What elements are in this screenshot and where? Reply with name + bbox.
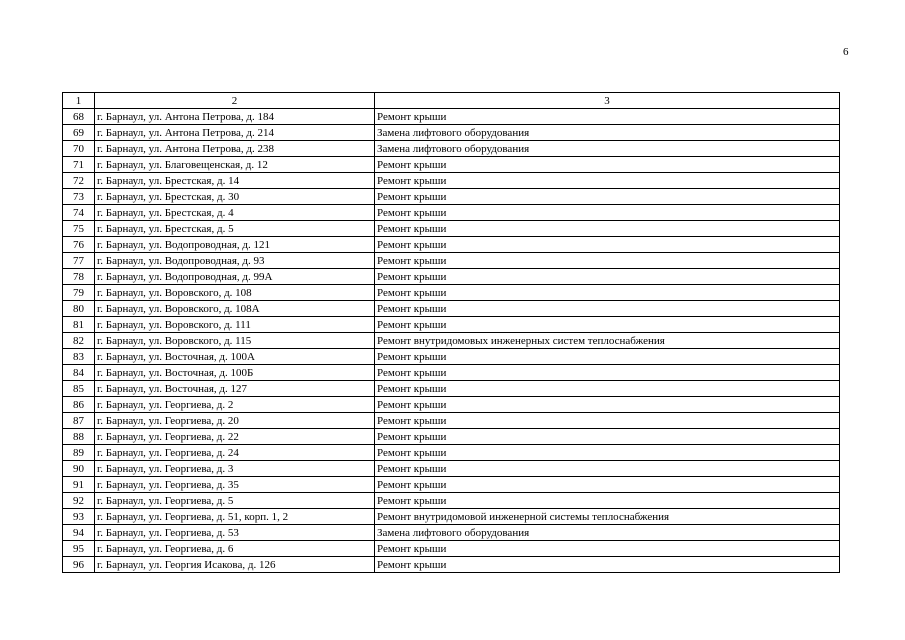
row-number: 78: [63, 269, 95, 285]
row-work: Ремонт крыши: [375, 189, 840, 205]
row-work: Замена лифтового оборудования: [375, 125, 840, 141]
row-address: г. Барнаул, ул. Воровского, д. 108: [95, 285, 375, 301]
row-work: Ремонт крыши: [375, 109, 840, 125]
row-work: Ремонт крыши: [375, 557, 840, 573]
row-number: 87: [63, 413, 95, 429]
row-address: г. Барнаул, ул. Воровского, д. 108А: [95, 301, 375, 317]
table-row: [63, 125, 840, 141]
row-work: Ремонт крыши: [375, 381, 840, 397]
row-work: Ремонт крыши: [375, 413, 840, 429]
row-work: Ремонт крыши: [375, 221, 840, 237]
row-address: г. Барнаул, ул. Благовещенская, д. 12: [95, 157, 375, 173]
row-work: Ремонт крыши: [375, 541, 840, 557]
row-number: 86: [63, 397, 95, 413]
table-row: [63, 477, 840, 493]
row-address: г. Барнаул, ул. Водопроводная, д. 121: [95, 237, 375, 253]
column-header-address: 2: [95, 93, 375, 109]
table-row: [63, 285, 840, 301]
table-row: [63, 221, 840, 237]
table-row: [63, 541, 840, 557]
row-number: 77: [63, 253, 95, 269]
row-address: г. Барнаул, ул. Восточная, д. 127: [95, 381, 375, 397]
table-body: [63, 109, 840, 573]
row-work: Ремонт крыши: [375, 349, 840, 365]
row-work: Ремонт крыши: [375, 365, 840, 381]
row-address: г. Барнаул, ул. Георгиева, д. 22: [95, 429, 375, 445]
table-row: [63, 173, 840, 189]
row-address: г. Барнаул, ул. Георгиева, д. 5: [95, 493, 375, 509]
row-address: г. Барнаул, ул. Восточная, д. 100Б: [95, 365, 375, 381]
row-number: 68: [63, 109, 95, 125]
row-address: г. Барнаул, ул. Брестская, д. 5: [95, 221, 375, 237]
row-number: 94: [63, 525, 95, 541]
table-row: [63, 509, 840, 525]
row-number: 74: [63, 205, 95, 221]
table-row: [63, 301, 840, 317]
table-row: [63, 493, 840, 509]
table-row: [63, 445, 840, 461]
row-work: Ремонт крыши: [375, 237, 840, 253]
row-work: Ремонт крыши: [375, 445, 840, 461]
table-row: [63, 413, 840, 429]
row-address: г. Барнаул, ул. Брестская, д. 14: [95, 173, 375, 189]
row-address: г. Барнаул, ул. Георгиева, д. 35: [95, 477, 375, 493]
row-address: г. Барнаул, ул. Георгия Исакова, д. 126: [95, 557, 375, 573]
row-number: 84: [63, 365, 95, 381]
row-number: 71: [63, 157, 95, 173]
row-address: г. Барнаул, ул. Водопроводная, д. 93: [95, 253, 375, 269]
table-row: [63, 381, 840, 397]
row-number: 73: [63, 189, 95, 205]
row-number: 83: [63, 349, 95, 365]
row-address: г. Барнаул, ул. Воровского, д. 115: [95, 333, 375, 349]
row-number: 81: [63, 317, 95, 333]
row-work: Ремонт крыши: [375, 285, 840, 301]
table-row: [63, 269, 840, 285]
row-address: г. Барнаул, ул. Георгиева, д. 20: [95, 413, 375, 429]
row-number: 90: [63, 461, 95, 477]
row-work: Ремонт крыши: [375, 173, 840, 189]
row-address: г. Барнаул, ул. Брестская, д. 4: [95, 205, 375, 221]
row-number: 70: [63, 141, 95, 157]
row-address: г. Барнаул, ул. Антона Петрова, д. 238: [95, 141, 375, 157]
row-number: 95: [63, 541, 95, 557]
row-work: Ремонт крыши: [375, 157, 840, 173]
row-address: г. Барнаул, ул. Восточная, д. 100А: [95, 349, 375, 365]
row-work: Ремонт крыши: [375, 301, 840, 317]
table-row: [63, 525, 840, 541]
row-address: г. Барнаул, ул. Антона Петрова, д. 184: [95, 109, 375, 125]
table-row: [63, 317, 840, 333]
row-number: 89: [63, 445, 95, 461]
row-address: г. Барнаул, ул. Воровского, д. 111: [95, 317, 375, 333]
table-row: [63, 205, 840, 221]
row-work: Ремонт внутридомовой инженерной системы теплоснабжения: [375, 509, 840, 525]
row-work: Замена лифтового оборудования: [375, 525, 840, 541]
table-row: [63, 429, 840, 445]
row-work: Ремонт крыши: [375, 253, 840, 269]
column-header-number: 1: [63, 93, 95, 109]
row-address: г. Барнаул, ул. Георгиева, д. 51, корп. 1, 2: [95, 509, 375, 525]
row-number: 76: [63, 237, 95, 253]
row-number: 96: [63, 557, 95, 573]
row-address: г. Барнаул, ул. Георгиева, д. 2: [95, 397, 375, 413]
row-number: 82: [63, 333, 95, 349]
table-row: [63, 365, 840, 381]
row-work: Ремонт крыши: [375, 269, 840, 285]
table-row: [63, 109, 840, 125]
row-number: 91: [63, 477, 95, 493]
row-number: 92: [63, 493, 95, 509]
row-work: Ремонт крыши: [375, 317, 840, 333]
row-number: 72: [63, 173, 95, 189]
row-address: г. Барнаул, ул. Георгиева, д. 6: [95, 541, 375, 557]
row-number: 88: [63, 429, 95, 445]
row-work: Ремонт крыши: [375, 477, 840, 493]
row-work: Ремонт крыши: [375, 461, 840, 477]
table-row: [63, 349, 840, 365]
row-address: г. Барнаул, ул. Георгиева, д. 24: [95, 445, 375, 461]
row-address: г. Барнаул, ул. Водопроводная, д. 99А: [95, 269, 375, 285]
page-number: 6: [843, 46, 849, 58]
table-row: [63, 237, 840, 253]
row-address: г. Барнаул, ул. Георгиева, д. 3: [95, 461, 375, 477]
row-number: 80: [63, 301, 95, 317]
row-work: Замена лифтового оборудования: [375, 141, 840, 157]
row-number: 79: [63, 285, 95, 301]
table-row: [63, 157, 840, 173]
row-address: г. Барнаул, ул. Брестская, д. 30: [95, 189, 375, 205]
row-number: 69: [63, 125, 95, 141]
table-row: [63, 333, 840, 349]
row-address: г. Барнаул, ул. Георгиева, д. 53: [95, 525, 375, 541]
table-row: [63, 461, 840, 477]
table-header-row: [63, 93, 840, 109]
row-work: Ремонт внутридомовых инженерных систем теплоснабжения: [375, 333, 840, 349]
table-row: [63, 141, 840, 157]
address-table: [62, 92, 840, 573]
row-address: г. Барнаул, ул. Антона Петрова, д. 214: [95, 125, 375, 141]
table-row: [63, 557, 840, 573]
table-row: [63, 189, 840, 205]
row-work: Ремонт крыши: [375, 205, 840, 221]
row-work: Ремонт крыши: [375, 397, 840, 413]
row-number: 93: [63, 509, 95, 525]
row-number: 75: [63, 221, 95, 237]
row-number: 85: [63, 381, 95, 397]
row-work: Ремонт крыши: [375, 493, 840, 509]
table-row: [63, 253, 840, 269]
table-row: [63, 397, 840, 413]
row-work: Ремонт крыши: [375, 429, 840, 445]
column-header-work: 3: [375, 93, 840, 109]
